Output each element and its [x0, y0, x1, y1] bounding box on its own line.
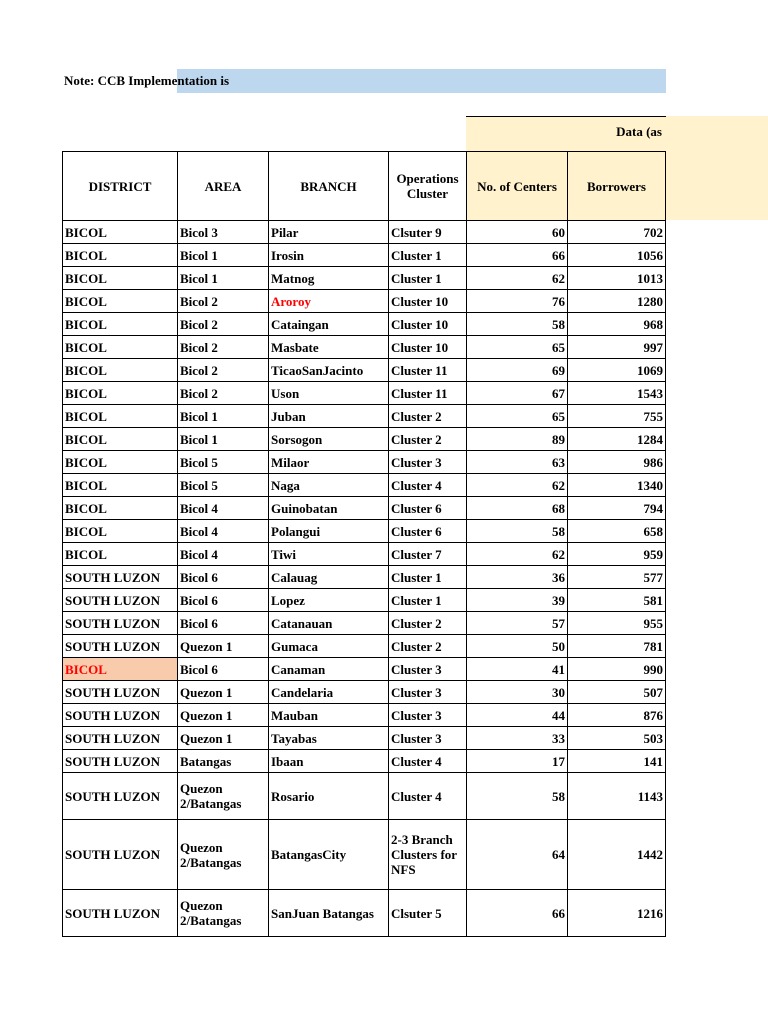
cell-area[interactable]: Bicol 2 [178, 290, 269, 313]
cell-district[interactable]: SOUTH LUZON [63, 635, 178, 658]
cell-area[interactable]: Bicol 1 [178, 428, 269, 451]
cell-branch[interactable]: Canaman [269, 658, 389, 681]
cell-cluster[interactable]: Cluster 3 [389, 681, 467, 704]
cell-cluster[interactable]: Cluster 4 [389, 750, 467, 773]
cell-borrowers[interactable]: 1069 [568, 359, 666, 382]
cell-area[interactable]: Bicol 6 [178, 566, 269, 589]
cell-district[interactable]: SOUTH LUZON [63, 890, 178, 937]
header-no-of-centers[interactable]: No. of Centers [467, 152, 568, 221]
table-row [63, 359, 666, 382]
cell-cluster[interactable]: 2-3 Branch Clusters for NFS [389, 820, 467, 890]
cell-borrowers[interactable]: 1284 [568, 428, 666, 451]
cell-branch[interactable]: Sorsogon [269, 428, 389, 451]
cell-borrowers[interactable]: 507 [568, 681, 666, 704]
cell-district[interactable]: BICOL [63, 497, 178, 520]
cell-borrowers[interactable]: 1056 [568, 244, 666, 267]
cell-area[interactable]: Bicol 5 [178, 474, 269, 497]
cell-centers[interactable]: 67 [467, 382, 568, 405]
cell-area[interactable]: Bicol 1 [178, 405, 269, 428]
cell-area[interactable]: Bicol 6 [178, 612, 269, 635]
table-row [63, 589, 666, 612]
cell-cluster[interactable]: Cluster 2 [389, 405, 467, 428]
cell-cluster[interactable]: Cluster 2 [389, 612, 467, 635]
cell-borrowers[interactable]: 1280 [568, 290, 666, 313]
cell-borrowers[interactable]: 959 [568, 543, 666, 566]
cell-centers[interactable]: 44 [467, 704, 568, 727]
cell-centers[interactable]: 66 [467, 890, 568, 937]
cell-district[interactable]: BICOL [63, 267, 178, 290]
cell-cluster[interactable]: Cluster 10 [389, 290, 467, 313]
table-row [63, 820, 666, 890]
table-row [63, 890, 666, 937]
cell-borrowers[interactable]: 794 [568, 497, 666, 520]
table-row [63, 520, 666, 543]
cell-cluster[interactable]: Cluster 6 [389, 520, 467, 543]
table-row [63, 750, 666, 773]
cell-centers[interactable]: 36 [467, 566, 568, 589]
cell-borrowers[interactable]: 876 [568, 704, 666, 727]
cell-borrowers[interactable]: 577 [568, 566, 666, 589]
cell-centers[interactable]: 63 [467, 451, 568, 474]
header-branch[interactable]: BRANCH [269, 152, 389, 221]
cell-area[interactable]: Quezon 1 [178, 681, 269, 704]
cell-area[interactable]: Quezon 2/Batangas [178, 890, 269, 937]
table-row [63, 244, 666, 267]
cell-borrowers[interactable]: 990 [568, 658, 666, 681]
cell-cluster[interactable]: Cluster 1 [389, 566, 467, 589]
cell-borrowers[interactable]: 997 [568, 336, 666, 359]
cell-district[interactable]: SOUTH LUZON [63, 612, 178, 635]
cell-district[interactable]: BICOL [63, 520, 178, 543]
table-row [63, 566, 666, 589]
table-row [63, 290, 666, 313]
cell-district[interactable]: BICOL [63, 221, 178, 244]
data-header-border [466, 116, 666, 117]
table-row [63, 704, 666, 727]
cell-area[interactable]: Quezon 1 [178, 635, 269, 658]
cell-branch[interactable]: Calauag [269, 566, 389, 589]
cell-area[interactable]: Bicol 2 [178, 313, 269, 336]
cell-branch[interactable]: TicaoSanJacinto [269, 359, 389, 382]
cell-borrowers[interactable]: 955 [568, 612, 666, 635]
cell-centers[interactable]: 39 [467, 589, 568, 612]
cell-cluster[interactable]: Cluster 2 [389, 635, 467, 658]
cell-borrowers[interactable]: 781 [568, 635, 666, 658]
cell-borrowers[interactable]: 1216 [568, 890, 666, 937]
cell-area[interactable]: Bicol 4 [178, 497, 269, 520]
cell-area[interactable]: Quezon 2/Batangas [178, 820, 269, 890]
cell-district[interactable]: BICOL [63, 451, 178, 474]
cell-centers[interactable]: 50 [467, 635, 568, 658]
cell-centers[interactable]: 62 [467, 267, 568, 290]
table-row [63, 313, 666, 336]
cell-cluster[interactable]: Cluster 1 [389, 267, 467, 290]
table-row [63, 267, 666, 290]
cell-cluster[interactable]: Cluster 1 [389, 244, 467, 267]
cell-district[interactable]: SOUTH LUZON [63, 681, 178, 704]
cell-centers[interactable]: 33 [467, 727, 568, 750]
cell-cluster[interactable]: Cluster 6 [389, 497, 467, 520]
table-row [63, 612, 666, 635]
cell-cluster[interactable]: Cluster 3 [389, 658, 467, 681]
note-label: Note: CCB Implementation is [64, 73, 230, 88]
cell-area[interactable]: Bicol 6 [178, 658, 269, 681]
cell-district[interactable]: SOUTH LUZON [63, 566, 178, 589]
cell-borrowers[interactable]: 1143 [568, 773, 666, 820]
cell-branch[interactable]: SanJuan Batangas [269, 890, 389, 937]
cell-area[interactable]: Bicol 3 [178, 221, 269, 244]
table-row [63, 681, 666, 704]
cell-centers[interactable]: 58 [467, 313, 568, 336]
cell-branch[interactable]: Pilar [269, 221, 389, 244]
cell-borrowers[interactable]: 1442 [568, 820, 666, 890]
cell-centers[interactable]: 64 [467, 820, 568, 890]
cell-branch[interactable]: Naga [269, 474, 389, 497]
cell-borrowers[interactable]: 702 [568, 221, 666, 244]
table-row [63, 336, 666, 359]
cell-centers[interactable]: 69 [467, 359, 568, 382]
cell-cluster[interactable]: Clsuter 5 [389, 890, 467, 937]
cell-branch[interactable]: Cataingan [269, 313, 389, 336]
cell-branch[interactable]: Guinobatan [269, 497, 389, 520]
cell-branch[interactable]: Polangui [269, 520, 389, 543]
cell-branch[interactable]: Matnog [269, 267, 389, 290]
cell-area[interactable]: Bicol 1 [178, 244, 269, 267]
cell-area[interactable]: Bicol 4 [178, 520, 269, 543]
cell-district[interactable]: BICOL [63, 405, 178, 428]
table-row [63, 405, 666, 428]
cell-district[interactable]: BICOL [63, 359, 178, 382]
cell-district[interactable]: SOUTH LUZON [63, 727, 178, 750]
table-row [63, 658, 666, 681]
cell-centers[interactable]: 66 [467, 244, 568, 267]
cell-centers[interactable]: 89 [467, 428, 568, 451]
cell-branch[interactable]: BatangasCity [269, 820, 389, 890]
cell-borrowers[interactable]: 1013 [568, 267, 666, 290]
cell-centers[interactable]: 76 [467, 290, 568, 313]
header-area[interactable]: AREA [178, 152, 269, 221]
cell-district[interactable]: SOUTH LUZON [63, 820, 178, 890]
cell-centers[interactable]: 58 [467, 773, 568, 820]
cell-district[interactable]: SOUTH LUZON [63, 750, 178, 773]
branch-table [62, 151, 666, 937]
cell-centers[interactable]: 65 [467, 405, 568, 428]
table-row [63, 773, 666, 820]
cell-cluster[interactable]: Cluster 3 [389, 727, 467, 750]
cell-branch[interactable]: Uson [269, 382, 389, 405]
cell-cluster[interactable]: Cluster 1 [389, 589, 467, 612]
table-row [63, 451, 666, 474]
cell-area[interactable]: Bicol 2 [178, 359, 269, 382]
table-row [63, 221, 666, 244]
cell-borrowers[interactable]: 986 [568, 451, 666, 474]
data-header-label: Data (as [616, 124, 662, 139]
cell-centers[interactable]: 30 [467, 681, 568, 704]
cell-cluster[interactable]: Cluster 3 [389, 451, 467, 474]
cell-district[interactable]: BICOL [63, 244, 178, 267]
cell-borrowers[interactable]: 581 [568, 589, 666, 612]
cell-cluster[interactable]: Cluster 11 [389, 382, 467, 405]
cell-branch[interactable]: Irosin [269, 244, 389, 267]
cell-district[interactable]: SOUTH LUZON [63, 589, 178, 612]
cell-centers[interactable]: 41 [467, 658, 568, 681]
cell-area[interactable]: Bicol 2 [178, 382, 269, 405]
cell-centers[interactable]: 65 [467, 336, 568, 359]
header-row [63, 152, 666, 221]
table-row [63, 635, 666, 658]
cell-district[interactable]: SOUTH LUZON [63, 773, 178, 820]
cell-branch[interactable]: Catanauan [269, 612, 389, 635]
table-row [63, 382, 666, 405]
cell-centers[interactable]: 17 [467, 750, 568, 773]
cell-district[interactable]: BICOL [63, 290, 178, 313]
cell-branch[interactable]: Gumaca [269, 635, 389, 658]
cell-centers[interactable]: 62 [467, 543, 568, 566]
cell-branch[interactable]: Ibaan [269, 750, 389, 773]
header-borrowers[interactable]: Borrowers [568, 152, 666, 221]
cell-cluster[interactable]: Cluster 4 [389, 773, 467, 820]
header-district[interactable]: DISTRICT [63, 152, 178, 221]
cell-borrowers[interactable]: 755 [568, 405, 666, 428]
cell-cluster[interactable]: Clsuter 9 [389, 221, 467, 244]
cell-branch[interactable]: Candelaria [269, 681, 389, 704]
cell-borrowers[interactable]: 1543 [568, 382, 666, 405]
cell-district[interactable]: BICOL [63, 658, 178, 681]
cell-borrowers[interactable]: 503 [568, 727, 666, 750]
cell-district[interactable]: BICOL [63, 313, 178, 336]
table-row [63, 428, 666, 451]
cell-district[interactable]: BICOL [63, 336, 178, 359]
cell-branch[interactable]: Mauban [269, 704, 389, 727]
header-operations-cluster[interactable]: Operations Cluster [389, 152, 467, 221]
cell-branch[interactable]: Aroroy [269, 290, 389, 313]
cell-district[interactable]: BICOL [63, 382, 178, 405]
cell-cluster[interactable]: Cluster 4 [389, 474, 467, 497]
cell-area[interactable]: Bicol 4 [178, 543, 269, 566]
cell-centers[interactable]: 62 [467, 474, 568, 497]
cell-area[interactable]: Bicol 1 [178, 267, 269, 290]
cell-branch[interactable]: Tiwi [269, 543, 389, 566]
cell-branch[interactable]: Juban [269, 405, 389, 428]
cell-cluster[interactable]: Cluster 10 [389, 336, 467, 359]
cell-branch[interactable]: Milaor [269, 451, 389, 474]
cell-cluster[interactable]: Cluster 10 [389, 313, 467, 336]
cell-centers[interactable]: 58 [467, 520, 568, 543]
cell-district[interactable]: BICOL [63, 474, 178, 497]
cell-centers[interactable]: 57 [467, 612, 568, 635]
cell-area[interactable]: Bicol 2 [178, 336, 269, 359]
table-row [63, 543, 666, 566]
cell-borrowers[interactable]: 968 [568, 313, 666, 336]
cell-centers[interactable]: 68 [467, 497, 568, 520]
cell-cluster[interactable]: Cluster 7 [389, 543, 467, 566]
table-row [63, 727, 666, 750]
cell-area[interactable]: Quezon 2/Batangas [178, 773, 269, 820]
cell-district[interactable]: BICOL [63, 543, 178, 566]
note-highlight [177, 69, 666, 93]
cell-borrowers[interactable]: 141 [568, 750, 666, 773]
cell-centers[interactable]: 60 [467, 221, 568, 244]
cell-area[interactable]: Bicol 6 [178, 589, 269, 612]
cell-area[interactable]: Quezon 1 [178, 704, 269, 727]
cell-branch[interactable]: Rosario [269, 773, 389, 820]
cell-borrowers[interactable]: 1340 [568, 474, 666, 497]
table-row [63, 474, 666, 497]
cell-branch[interactable]: Masbate [269, 336, 389, 359]
cell-area[interactable]: Quezon 1 [178, 727, 269, 750]
cell-area[interactable]: Bicol 5 [178, 451, 269, 474]
cell-cluster[interactable]: Cluster 2 [389, 428, 467, 451]
cell-district[interactable]: BICOL [63, 428, 178, 451]
cell-borrowers[interactable]: 658 [568, 520, 666, 543]
cell-area[interactable]: Batangas [178, 750, 269, 773]
cell-branch[interactable]: Tayabas [269, 727, 389, 750]
cell-cluster[interactable]: Cluster 3 [389, 704, 467, 727]
cell-cluster[interactable]: Cluster 11 [389, 359, 467, 382]
table-body [63, 221, 666, 937]
cell-district[interactable]: SOUTH LUZON [63, 704, 178, 727]
cell-branch[interactable]: Lopez [269, 589, 389, 612]
table-row [63, 497, 666, 520]
